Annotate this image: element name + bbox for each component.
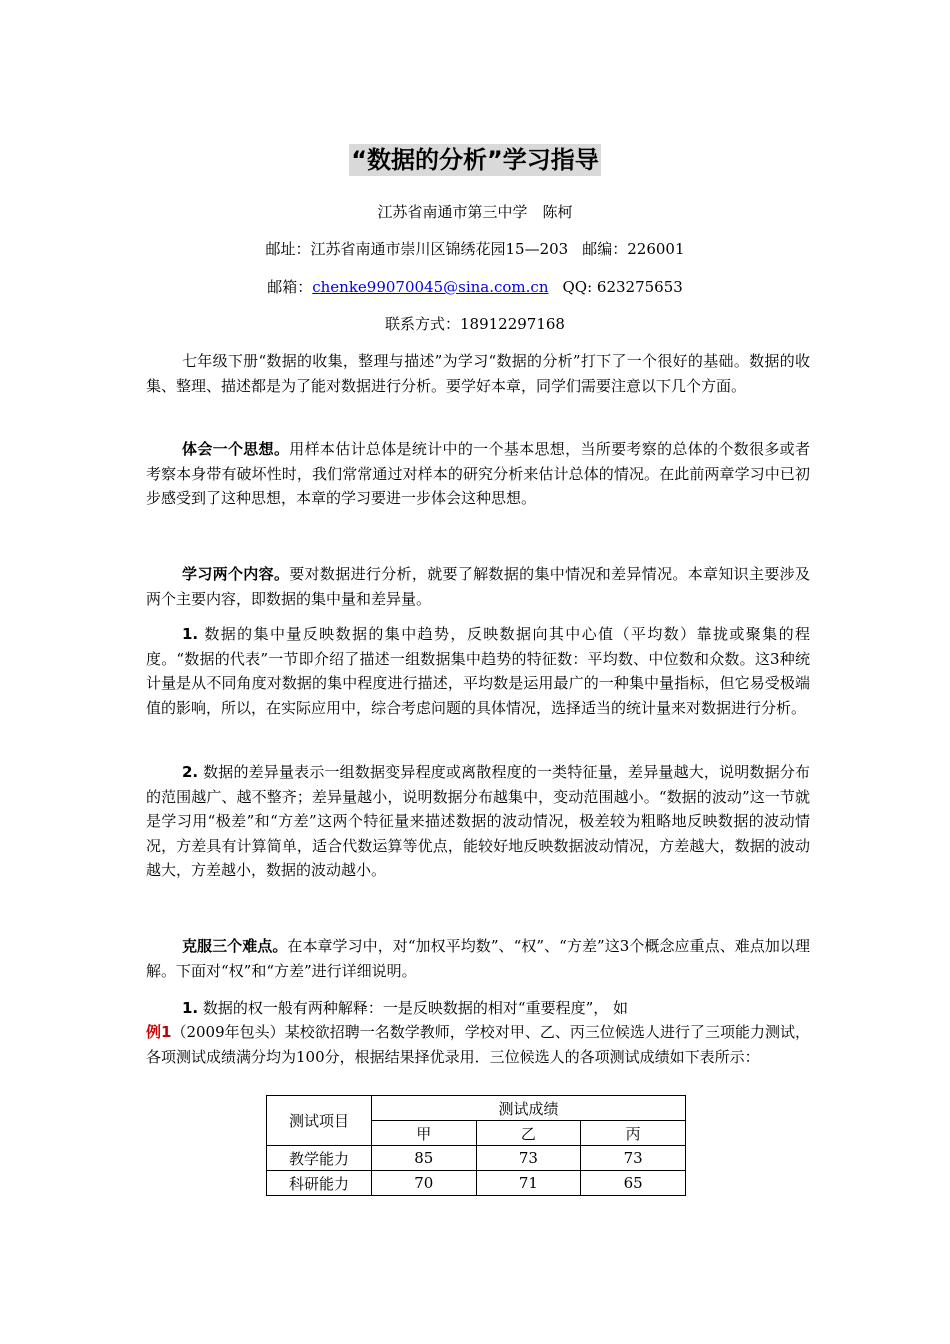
score-cell: 73 <box>476 1146 581 1171</box>
email-link[interactable]: chenke99070045@sina.com.cn <box>312 278 549 296</box>
score-cell: 71 <box>476 1171 581 1196</box>
section1-body: 用样本估计总体是统计中的一个基本思想，当所要考察的总体的个数很多或者考察本身带有破坏性时，我们常常通过对样本的研究分析来估计总体的情况。在此前两章学习中已初步感受到了这种思想，本章的学习要进一步体会这种思想。 <box>146 440 810 508</box>
table-row <box>267 1146 686 1171</box>
email-line <box>0 276 950 298</box>
address-line <box>0 238 950 260</box>
item-number: 2. <box>182 763 199 781</box>
section3-paragraph <box>146 934 810 983</box>
title-block <box>0 144 950 176</box>
score-cell: 85 <box>372 1146 477 1171</box>
address: 邮址：江苏省南通市崇川区锦绣花园15—203 <box>265 240 569 258</box>
row-label: 教学能力 <box>267 1146 372 1171</box>
score-cell: 73 <box>581 1146 686 1171</box>
candidate-header: 丙 <box>581 1121 686 1146</box>
table-group-header: 测试成绩 <box>372 1096 686 1121</box>
item-text: 数据的权一般有两种解释：一是反映数据的相对“重要程度”， 如 <box>198 999 629 1017</box>
section2-paragraph <box>146 562 810 611</box>
score-cell: 70 <box>372 1171 477 1196</box>
section2-item1 <box>146 622 810 720</box>
email-label: 邮箱： <box>267 278 313 296</box>
intro-paragraph: 七年级下册“数据的收集，整理与描述”为学习“数据的分析”打下了一个很好的基础。数据的收集、整理、描述都是为了能对数据进行分析。要学好本章，同学们需要注意以下几个方面。 <box>146 352 810 395</box>
section3-heading: 克服三个难点。 <box>182 937 288 955</box>
candidate-header: 乙 <box>476 1121 581 1146</box>
page-title: “数据的分析”学习指导 <box>351 146 599 174</box>
section2-item2 <box>146 760 810 883</box>
postcode: 邮编：226001 <box>582 240 685 258</box>
item-text: 数据的差异量表示一组数据变异程度或离散程度的一类特征量，差异量越大，说明数据分布的范围越广、越不整齐；差异量越小，说明数据分布越集中，变动范围越小。“数据的波动”这一节就是学习用“极差”和“方差”这两个特征量来描述数据的波动情况，极差较为粗略地反映数据的波动情况，方差具有计算简单，适合代数运算等优点，能较好地反映数据波动情况，方差越大，数据的波动越大，方差越小，数据的波动越小。 <box>146 763 810 880</box>
section1-paragraph <box>146 437 810 511</box>
section2-heading: 学习两个内容。 <box>182 565 290 583</box>
item-text: 数据的集中量反映数据的集中趋势，反映数据向其中心值（平均数）靠拢或聚集的程度。“数据的代表”一节即介绍了描述一组数据集中趋势的特征数：平均数、中位数和众数。这3种统计量是从不同角度对数据的集中程度进行描述，平均数是运用最广的一种集中量指标，但它易受极端值的影响，所以，在实际应用中，综合考虑问题的具体情况，选择适当的统计量来对数据进行分析。 <box>146 625 810 717</box>
score-table <box>266 1095 686 1196</box>
section2-body: 要对数据进行分析，就要了解数据的集中情况和差异情况。本章知识主要涉及两个主要内容，即数据的集中量和差异量。 <box>146 565 810 608</box>
example-text: （2009年包头）某校欲招聘一名数学教师，学校对甲、乙、丙三位候选人进行了三项能力测试，各项测试成绩满分均为100分，根据结果择优录用．三位候选人的各项测试成绩如下表所示： <box>146 1023 810 1066</box>
item-number: 1. <box>182 999 199 1017</box>
example-paragraph <box>146 1020 810 1069</box>
contact-line: 联系方式：18912297168 <box>385 315 565 333</box>
row-label: 科研能力 <box>267 1171 372 1196</box>
section1-heading: 体会一个思想。 <box>182 440 290 458</box>
candidate-header: 甲 <box>372 1121 477 1146</box>
section3-body: 在本章学习中，对“加权平均数”、“权”、“方差”这3个概念应重点、难点加以理解。下面对“权”和“方差”进行详细说明。 <box>146 937 810 980</box>
section3-item1 <box>146 996 810 1021</box>
item-number: 1. <box>182 625 199 643</box>
table-row <box>267 1171 686 1196</box>
table-corner-cell: 测试项目 <box>267 1096 372 1146</box>
qq-number: QQ: 623275653 <box>562 278 683 296</box>
score-cell: 65 <box>581 1171 686 1196</box>
author-line: 江苏省南通市第三中学 陈柯 <box>377 203 573 221</box>
example-label: 例1 <box>146 1023 172 1041</box>
table-header-row <box>267 1096 686 1121</box>
